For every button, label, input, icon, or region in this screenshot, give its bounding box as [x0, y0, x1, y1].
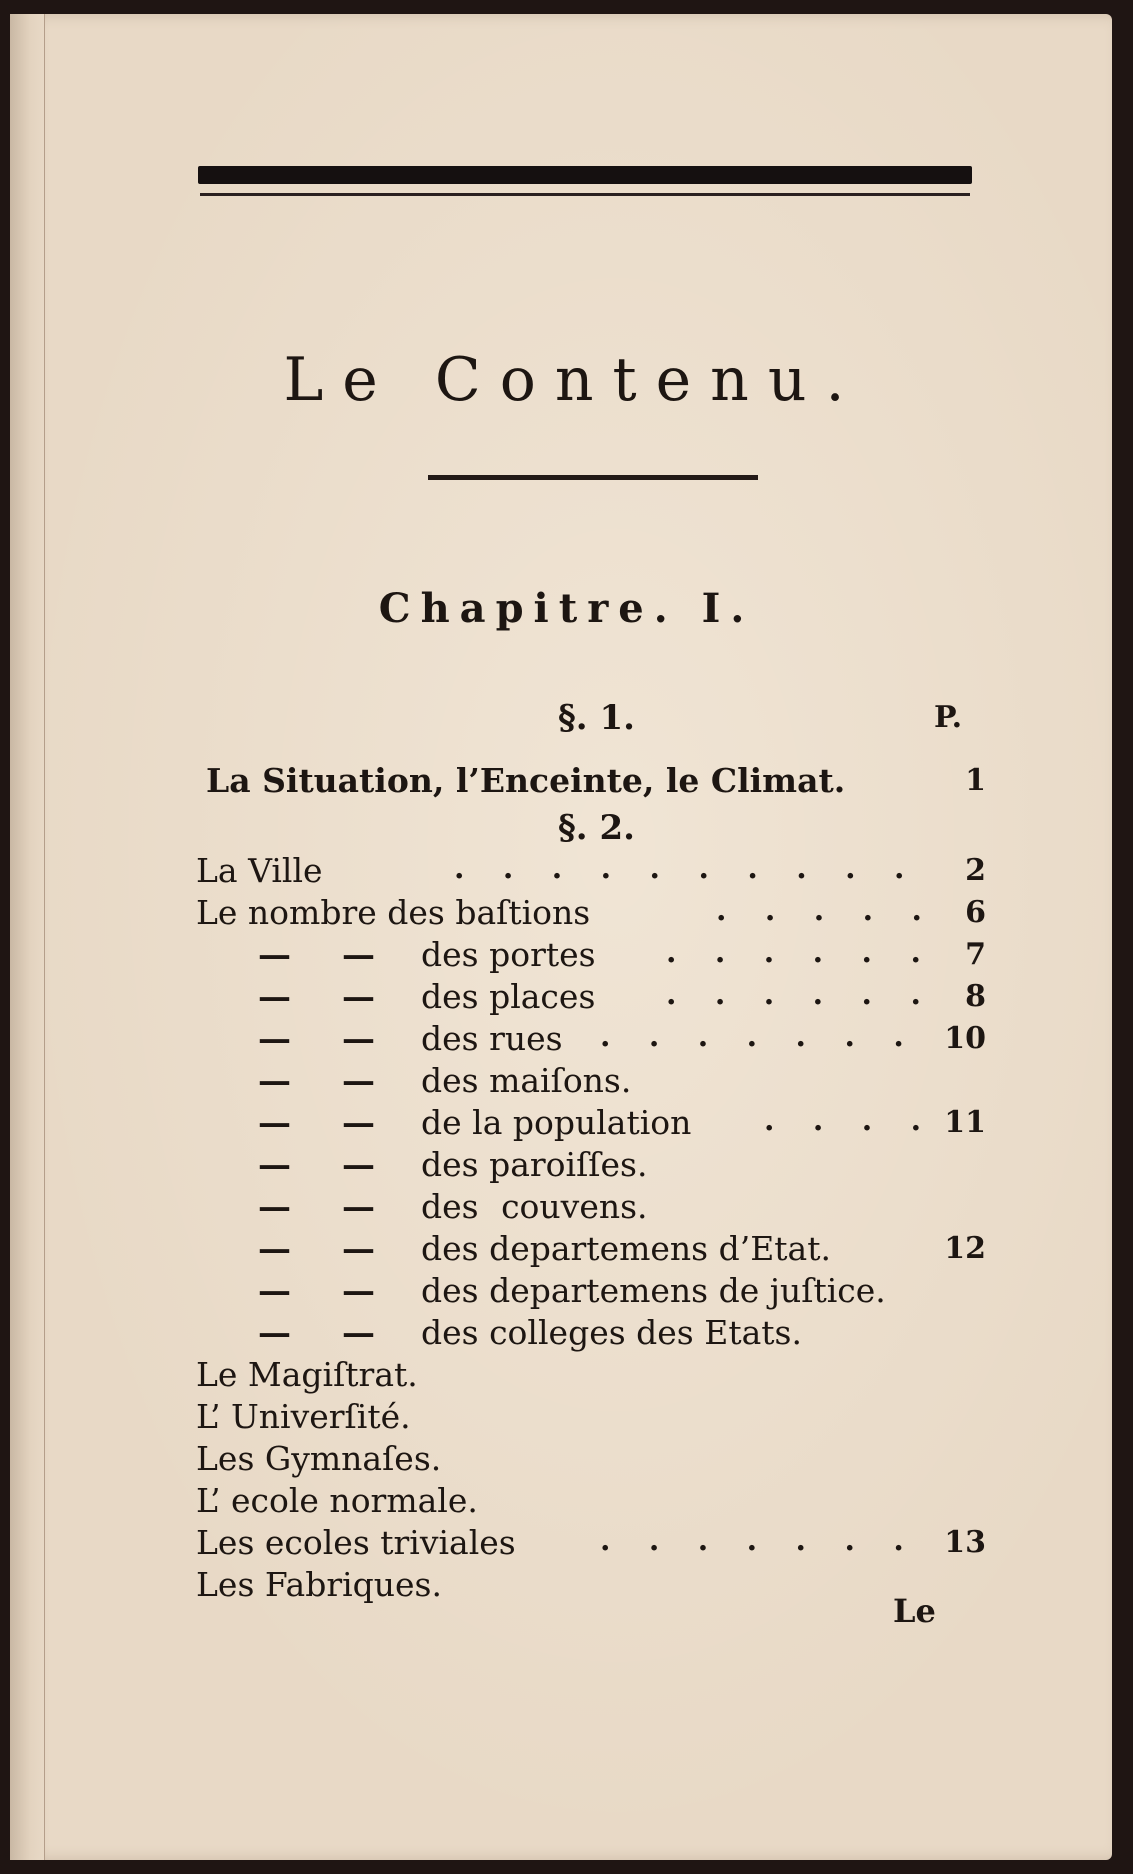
leader-dots: . . . . . . . — [600, 1019, 918, 1054]
ditto-dash: — — [342, 1187, 375, 1226]
toc-entry-text: Les Fabriques. — [196, 1565, 442, 1604]
ditto-dash: — — [342, 1271, 375, 1310]
toc-entry-page: 13 — [944, 1525, 986, 1560]
ditto-dash: — — [258, 1187, 291, 1226]
ditto-dash: — — [258, 1271, 291, 1310]
chapter-heading: Chapitre. I. — [378, 585, 755, 632]
toc-entry-text: des departemens de juſtice. — [421, 1271, 886, 1310]
top-ornament-rule — [198, 166, 972, 184]
toc-entry — [196, 1480, 986, 1522]
title-underline-rule — [428, 475, 758, 480]
toc-entry — [196, 1270, 986, 1312]
toc-entry — [196, 934, 986, 976]
ditto-dash: — — [258, 1103, 291, 1142]
toc-entry — [196, 850, 986, 892]
top-thin-rule — [200, 193, 970, 196]
toc-entry-page: 7 — [965, 937, 986, 972]
toc-entry-text: des places — [421, 977, 596, 1016]
page-column-heading: P. — [934, 700, 963, 735]
ditto-dash: — — [258, 977, 291, 1016]
toc-entry-text: des rues — [421, 1019, 563, 1058]
toc-entry-text: Les Gymnaſes. — [196, 1439, 442, 1478]
ditto-dash: — — [258, 1019, 291, 1058]
toc-entry-text: Le Magiſtrat. — [196, 1355, 418, 1394]
toc-entry — [196, 1396, 986, 1438]
toc-entry-page: 6 — [965, 895, 986, 930]
ditto-dash: — — [342, 1019, 375, 1058]
ditto-dash: — — [342, 1145, 375, 1184]
toc-entry-text: des colleges des Etats. — [421, 1313, 802, 1352]
toc-entry-text: Les ecoles triviales — [196, 1523, 516, 1562]
toc-entry — [196, 1522, 986, 1564]
toc-entry-text: des portes — [421, 935, 596, 974]
toc-entry — [196, 1312, 986, 1354]
leader-dots: . . . . . — [716, 893, 936, 928]
ditto-dash: — — [258, 935, 291, 974]
toc-entry — [196, 892, 986, 934]
toc-entry — [196, 1354, 986, 1396]
toc-entry-text: La Situation, l’Enceinte, le Climat. — [206, 761, 846, 800]
toc-entry-text: des maiſons. — [421, 1061, 632, 1100]
leader-dots: . . . . — [764, 1103, 936, 1138]
section-2-mark: §. 2. — [558, 808, 635, 848]
toc-entry-page: 8 — [965, 979, 986, 1014]
toc-entry-text: des paroiſſes. — [421, 1145, 648, 1184]
toc-entry-text: La Ville — [196, 851, 323, 890]
toc-entry-text: des couvens. — [421, 1187, 648, 1226]
toc-entry — [196, 1564, 986, 1606]
toc-entry-page: 12 — [944, 1231, 986, 1266]
toc-entry-text: de la population — [421, 1103, 692, 1142]
ditto-dash: — — [342, 977, 375, 1016]
toc-entry-page: 10 — [944, 1021, 986, 1056]
section-1-mark: §. 1. — [558, 698, 635, 738]
toc-entry-page: 1 — [965, 763, 986, 798]
ditto-dash: — — [342, 1229, 375, 1268]
ditto-dash: — — [342, 1313, 375, 1352]
toc-entry-page: 2 — [965, 853, 986, 888]
ditto-dash: — — [258, 1145, 291, 1184]
toc-entry-page: 11 — [944, 1105, 986, 1140]
ditto-dash: — — [258, 1061, 291, 1100]
toc-entry-text: L’ Univerſité. — [196, 1397, 411, 1436]
catchword: Le — [893, 1592, 936, 1630]
ditto-dash: — — [342, 1103, 375, 1142]
leader-dots: . . . . . . — [666, 977, 935, 1012]
leader-dots: . . . . . . . — [600, 1523, 918, 1558]
toc-entry — [196, 1144, 986, 1186]
toc-entry — [196, 1018, 986, 1060]
toc-entry-situation — [206, 760, 986, 802]
leader-dots: . . . . . . — [666, 935, 935, 970]
ditto-dash: — — [342, 1061, 375, 1100]
toc-entry — [196, 1438, 986, 1480]
toc-entry — [196, 976, 986, 1018]
page-gutter — [10, 14, 45, 1860]
ditto-dash: — — [258, 1229, 291, 1268]
toc-entry-text: L’ ecole normale. — [196, 1481, 478, 1520]
toc-entry — [196, 1228, 986, 1270]
ditto-dash: — — [258, 1313, 291, 1352]
toc-entry-text: des departemens d’Etat. — [421, 1229, 831, 1268]
toc-entry — [196, 1186, 986, 1228]
toc-entry-text: Le nombre des baſtions — [196, 893, 591, 932]
toc-entry — [196, 1102, 986, 1144]
page-title: Le Contenu. — [283, 345, 864, 415]
leader-dots: . . . . . . . . . . — [454, 851, 919, 886]
toc-entry — [196, 1060, 986, 1102]
ditto-dash: — — [342, 935, 375, 974]
